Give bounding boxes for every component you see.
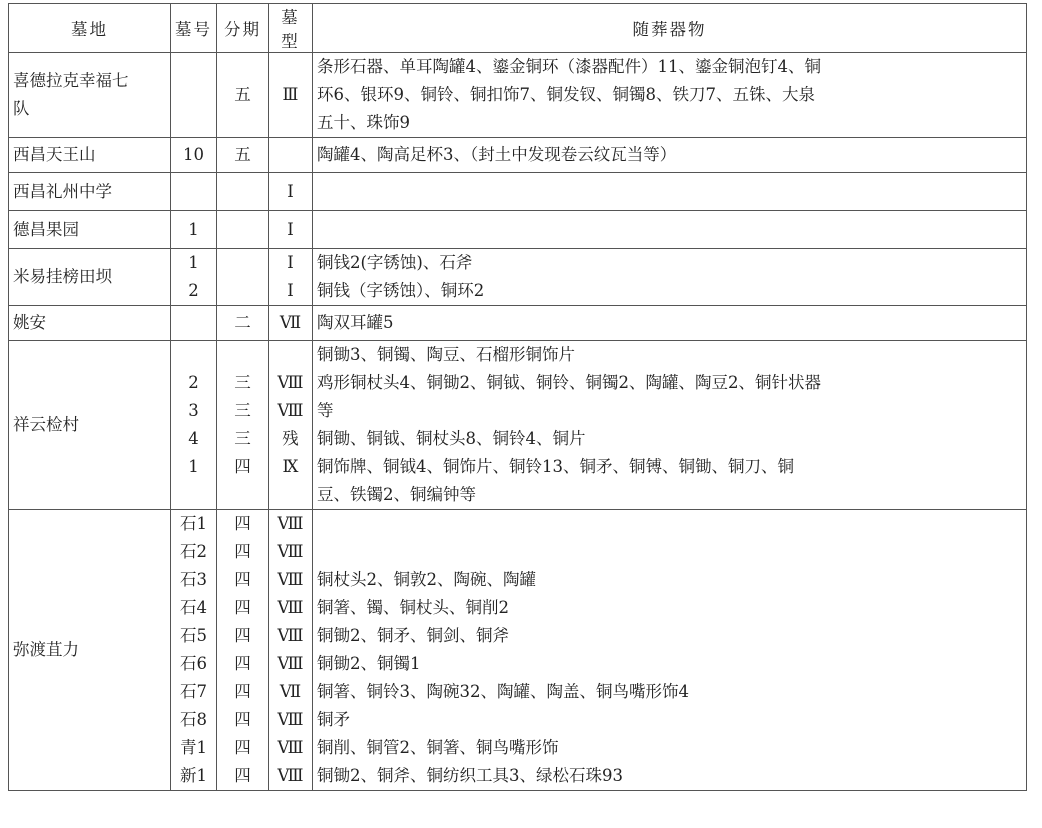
- goods-line: 豆、铁镯2、铜编钟等: [317, 485, 476, 504]
- header-period: 分期: [217, 4, 269, 53]
- tomb-no: 青1: [180, 738, 207, 757]
- tomb-no: 3: [188, 401, 199, 420]
- period-value: [221, 178, 264, 206]
- tomb-type-value: Ⅰ: [287, 181, 294, 201]
- tomb-type-value: Ⅷ: [277, 654, 304, 673]
- cell-site: [9, 510, 171, 791]
- period-value: [221, 481, 264, 509]
- period-value: 四: [234, 738, 251, 757]
- goods-line: [317, 510, 1022, 538]
- tomb-type-value: Ⅰ: [287, 253, 294, 272]
- goods-line: [317, 538, 1022, 566]
- period-value: [221, 216, 264, 244]
- period-value: 四: [234, 457, 251, 476]
- tomb-no: [175, 341, 212, 369]
- site-name: 米易挂榜田坝: [13, 267, 112, 286]
- tomb-no: 2: [188, 281, 199, 300]
- period-value: [221, 249, 264, 277]
- site-line: 喜德拉克幸福七: [13, 71, 129, 90]
- tomb-type-value: 残: [282, 429, 299, 448]
- tomb-type-value: Ⅶ: [279, 682, 302, 701]
- tomb-type-value: [273, 481, 308, 509]
- cell-period: [217, 53, 269, 138]
- period-value: 五: [234, 145, 251, 164]
- cell-tomb-no: [171, 138, 217, 173]
- table-row: [9, 306, 1027, 341]
- cell-tomb-type: [269, 510, 313, 791]
- cell-site: [9, 306, 171, 341]
- tomb-no: 石1: [180, 514, 207, 533]
- goods-line: 等: [317, 401, 334, 420]
- table-row: [9, 510, 1027, 791]
- goods-line: 铜锄2、铜矛、铜剑、铜斧: [317, 626, 509, 645]
- cell-site: [9, 53, 171, 138]
- table-row: [9, 341, 1027, 510]
- period-value: 四: [234, 542, 251, 561]
- tomb-type-value: Ⅷ: [277, 514, 304, 533]
- goods-line: 条形石器、单耳陶罐4、鎏金铜环（漆器配件）11、鎏金铜泡钉4、铜: [317, 57, 821, 76]
- cell-burial-goods: [313, 173, 1027, 211]
- period-value: 四: [234, 570, 251, 589]
- goods-line: 铜箸、铜铃3、陶碗32、陶罐、陶盖、铜鸟嘴形饰4: [317, 682, 689, 701]
- tomb-no: 10: [183, 145, 204, 164]
- tomb-no: 石4: [180, 598, 207, 617]
- table-row: [9, 249, 1027, 306]
- cell-burial-goods: [313, 249, 1027, 306]
- cell-burial-goods: [313, 306, 1027, 341]
- period-value: 四: [234, 654, 251, 673]
- period-value: 四: [234, 710, 251, 729]
- cell-period: [217, 138, 269, 173]
- tomb-type-value: [273, 341, 308, 369]
- goods-line: [317, 216, 1022, 244]
- tomb-type-value: Ⅷ: [277, 626, 304, 645]
- period-value: 三: [234, 429, 251, 448]
- site-line: 队: [13, 99, 30, 118]
- tomb-no: 2: [188, 373, 199, 392]
- header-site: 墓地: [9, 4, 171, 53]
- tomb-no: 新1: [180, 766, 207, 785]
- cell-burial-goods: [313, 211, 1027, 249]
- table-wrapper: [8, 3, 1027, 791]
- cell-tomb-no: [171, 306, 217, 341]
- tomb-no: [175, 309, 212, 337]
- tomb-no: 石2: [180, 542, 207, 561]
- cell-site: [9, 341, 171, 510]
- cell-site: [9, 173, 171, 211]
- header-burial-goods: 随葬器物: [313, 4, 1027, 53]
- period-value: [221, 341, 264, 369]
- period-value: 二: [234, 313, 251, 332]
- period-value: 四: [234, 514, 251, 533]
- cell-tomb-type: [269, 138, 313, 173]
- period-value: 四: [234, 598, 251, 617]
- cell-burial-goods: [313, 510, 1027, 791]
- goods-line: 铜矛: [317, 710, 350, 729]
- goods-line: 铜锄2、铜镯1: [317, 654, 421, 673]
- site-name: 弥渡苴力: [13, 640, 79, 659]
- cell-period: [217, 510, 269, 791]
- goods-line: 铜饰牌、铜钺4、铜饰片、铜铃13、铜矛、铜镈、铜锄、铜刀、铜: [317, 457, 794, 476]
- header-tomb-no: 墓号: [171, 4, 217, 53]
- period-value: 五: [234, 85, 251, 104]
- cell-period: [217, 306, 269, 341]
- tomb-no: 石5: [180, 626, 207, 645]
- site-name: 西昌天王山: [13, 145, 96, 164]
- cell-tomb-no: [171, 510, 217, 791]
- cell-period: [217, 211, 269, 249]
- cell-burial-goods: [313, 138, 1027, 173]
- cell-tomb-type: [269, 249, 313, 306]
- cell-site: [9, 138, 171, 173]
- goods-line: [317, 178, 1022, 206]
- period-value: 四: [234, 766, 251, 785]
- goods-line: 陶双耳罐5: [317, 313, 394, 332]
- cell-period: [217, 173, 269, 211]
- goods-line: 铜锄2、铜斧、铜纺织工具3、绿松石珠93: [317, 766, 623, 785]
- tomb-type-value: Ⅷ: [277, 373, 304, 392]
- cell-tomb-no: [171, 173, 217, 211]
- header-tomb-type: 墓型: [269, 4, 313, 53]
- cell-tomb-type: [269, 53, 313, 138]
- tomb-type-value: Ⅰ: [287, 219, 294, 239]
- cell-site: [9, 211, 171, 249]
- tomb-no: 石6: [180, 654, 207, 673]
- tomb-no: 石8: [180, 710, 207, 729]
- period-value: 四: [234, 626, 251, 645]
- tomb-type-value: Ⅷ: [277, 738, 304, 757]
- goods-line: 铜钱2(字锈蚀)、石斧: [317, 253, 473, 272]
- goods-line: 铜钱（字锈蚀）、铜环2: [317, 281, 485, 300]
- tomb-no: 1: [188, 219, 199, 239]
- site-name: 姚安: [13, 313, 46, 332]
- goods-line: 铜锄、铜钺、铜杖头8、铜铃4、铜片: [317, 429, 586, 448]
- cell-tomb-type: [269, 341, 313, 510]
- cell-tomb-type: [269, 173, 313, 211]
- tomb-type-value: [273, 141, 308, 169]
- period-value: 三: [234, 373, 251, 392]
- cell-tomb-no: [171, 53, 217, 138]
- tomb-no: [175, 81, 212, 109]
- goods-line: 铜箸、镯、铜杖头、铜削2: [317, 598, 509, 617]
- cell-tomb-type: [269, 211, 313, 249]
- period-value: 四: [234, 682, 251, 701]
- tomb-no: 1: [188, 253, 199, 272]
- cell-tomb-no: [171, 249, 217, 306]
- tomb-no: 1: [188, 457, 199, 476]
- goods-line: 陶罐4、陶高足杯3、（封土中发现卷云纹瓦当等）: [317, 145, 677, 164]
- tomb-type-value: Ⅲ: [282, 85, 299, 104]
- period-value: 三: [234, 401, 251, 420]
- tomb-type-value: Ⅷ: [277, 570, 304, 589]
- cell-period: [217, 341, 269, 510]
- table-row: [9, 173, 1027, 211]
- goods-line: 环6、银环9、铜铃、铜扣饰7、铜发钗、铜镯8、铁刀7、五铢、大泉: [317, 85, 815, 104]
- cell-tomb-no: [171, 341, 217, 510]
- tomb-type-value: Ⅶ: [279, 313, 302, 332]
- goods-line: 五十、珠饰9: [317, 113, 410, 132]
- table-row: [9, 138, 1027, 173]
- cell-tomb-type: [269, 306, 313, 341]
- tomb-no: [175, 178, 212, 206]
- site-name: 德昌果园: [13, 220, 79, 239]
- site-name: 西昌礼州中学: [13, 182, 112, 201]
- tomb-no: [175, 481, 212, 509]
- tomb-type-value: Ⅷ: [277, 766, 304, 785]
- cell-site: [9, 249, 171, 306]
- site-name: 祥云检村: [13, 415, 79, 434]
- header-row: [9, 4, 1027, 53]
- table-row: [9, 53, 1027, 138]
- tomb-no: 4: [188, 429, 199, 448]
- burial-goods-table: [8, 3, 1027, 791]
- goods-line: 铜削、铜管2、铜箸、铜鸟嘴形饰: [317, 738, 559, 757]
- cell-burial-goods: [313, 341, 1027, 510]
- tomb-no: 石3: [180, 570, 207, 589]
- cell-period: [217, 249, 269, 306]
- tomb-type-value: Ⅷ: [277, 401, 304, 420]
- tomb-no: 石7: [180, 682, 207, 701]
- table-row: [9, 211, 1027, 249]
- goods-line: 铜锄3、铜镯、陶豆、石榴形铜饰片: [317, 345, 575, 364]
- tomb-type-value: Ⅰ: [287, 281, 294, 300]
- tomb-type-value: Ⅸ: [282, 457, 299, 476]
- goods-line: 铜杖头2、铜敦2、陶碗、陶罐: [317, 570, 536, 589]
- cell-tomb-no: [171, 211, 217, 249]
- tomb-type-value: Ⅷ: [277, 598, 304, 617]
- tomb-type-value: Ⅷ: [277, 542, 304, 561]
- goods-line: 鸡形铜杖头4、铜锄2、铜钺、铜铃、铜镯2、陶罐、陶豆2、铜针状器: [317, 373, 821, 392]
- period-value: [221, 277, 264, 305]
- cell-burial-goods: [313, 53, 1027, 138]
- tomb-type-value: Ⅷ: [277, 710, 304, 729]
